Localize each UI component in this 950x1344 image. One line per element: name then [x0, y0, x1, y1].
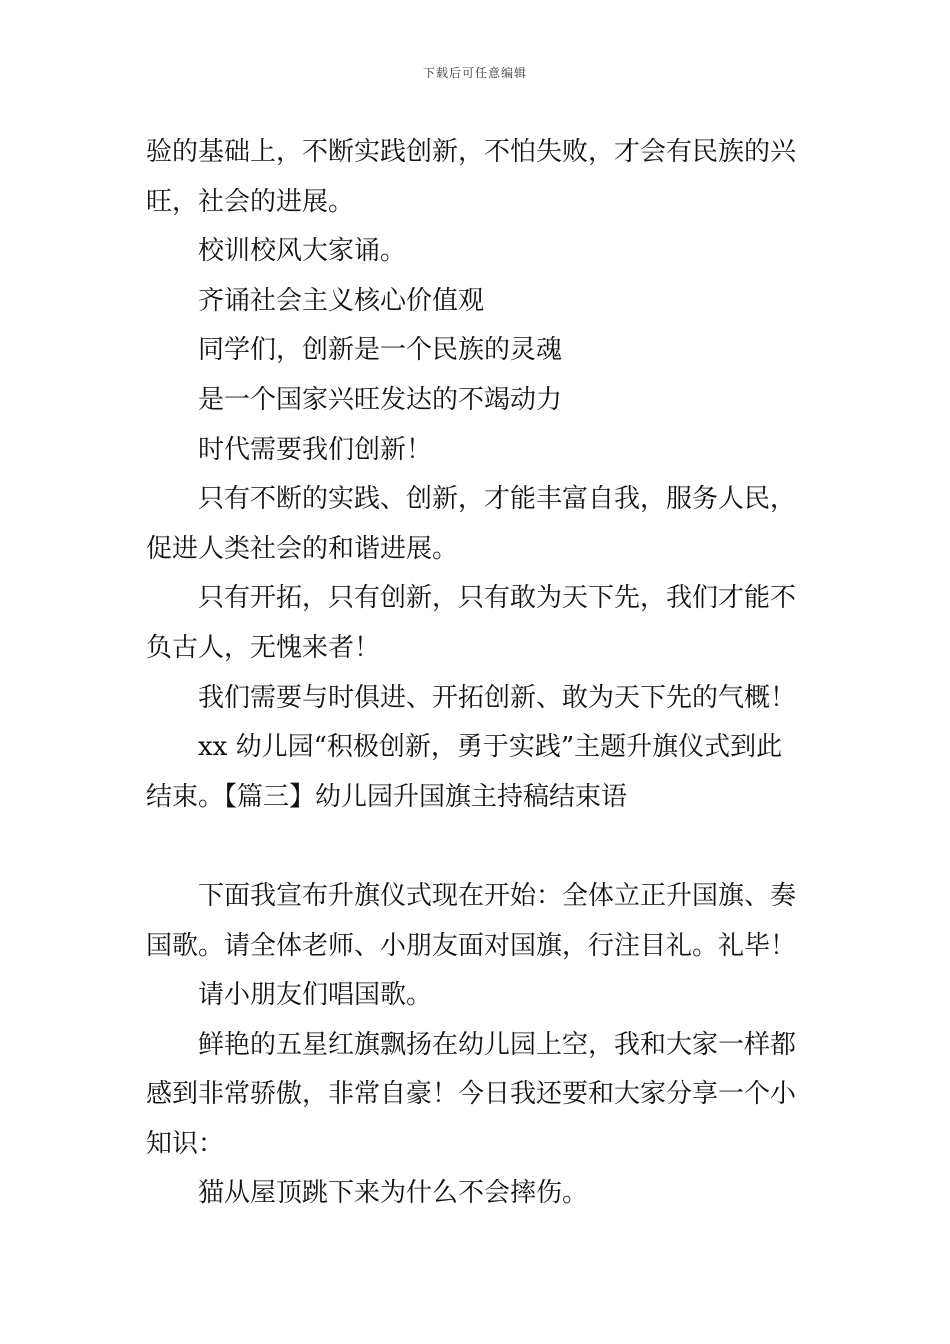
document-body	[146, 128, 810, 1219]
text-line: 鲜艳的五星红旗飘扬在幼儿园上空，我和大家一样都	[198, 1029, 797, 1060]
text-line: 国歌。请全体老师、小朋友面对国旗，行注目礼。礼毕！	[146, 930, 797, 961]
blank-line	[146, 822, 810, 872]
text-line: 请小朋友们唱国歌。	[198, 980, 433, 1011]
text-line: 猫从屋顶跳下来为什么不会摔伤。	[198, 1178, 589, 1209]
text-line: 齐诵社会主义核心价值观	[198, 285, 485, 316]
section-title-line: 结束。【篇三】幼儿园升国旗主持稿结束语	[146, 781, 628, 812]
text-line: 负古人，无愧来者！	[146, 632, 381, 663]
text-line: 校训校风大家诵。	[198, 236, 407, 267]
text-line: 同学们，创新是一个民族的灵魂	[198, 335, 563, 366]
text-line: 感到非常骄傲，非常自豪！今日我还要和大家分享一个小	[146, 1079, 797, 1110]
text-line: 只有不断的实践、创新，才能丰富自我，服务人民，	[198, 484, 797, 515]
text-line: 时代需要我们创新！	[198, 434, 433, 465]
text-line: 只有开拓，只有创新，只有敢为天下先，我们才能不	[198, 583, 797, 614]
text-line: 我们需要与时俱进、开拓创新、敢为天下先的气概！	[198, 682, 797, 713]
text-line: 促进人类社会的和谐进展。	[146, 533, 459, 564]
text-line: 下面我宣布升旗仪式现在开始：全体立正升国旗、奏	[198, 880, 797, 911]
text-line: 旺，社会的进展。	[146, 186, 355, 217]
text-line: 知识：	[146, 1128, 225, 1159]
page-header: 下载后可任意编辑	[422, 66, 527, 80]
text-line: xx 幼儿园“积极创新，勇于实践”主题升旗仪式到此	[198, 732, 783, 763]
text-line: 验的基础上，不断实践创新，不怕失败，才会有民族的兴	[146, 137, 797, 167]
text-line: 是一个国家兴旺发达的不竭动力	[198, 384, 563, 415]
